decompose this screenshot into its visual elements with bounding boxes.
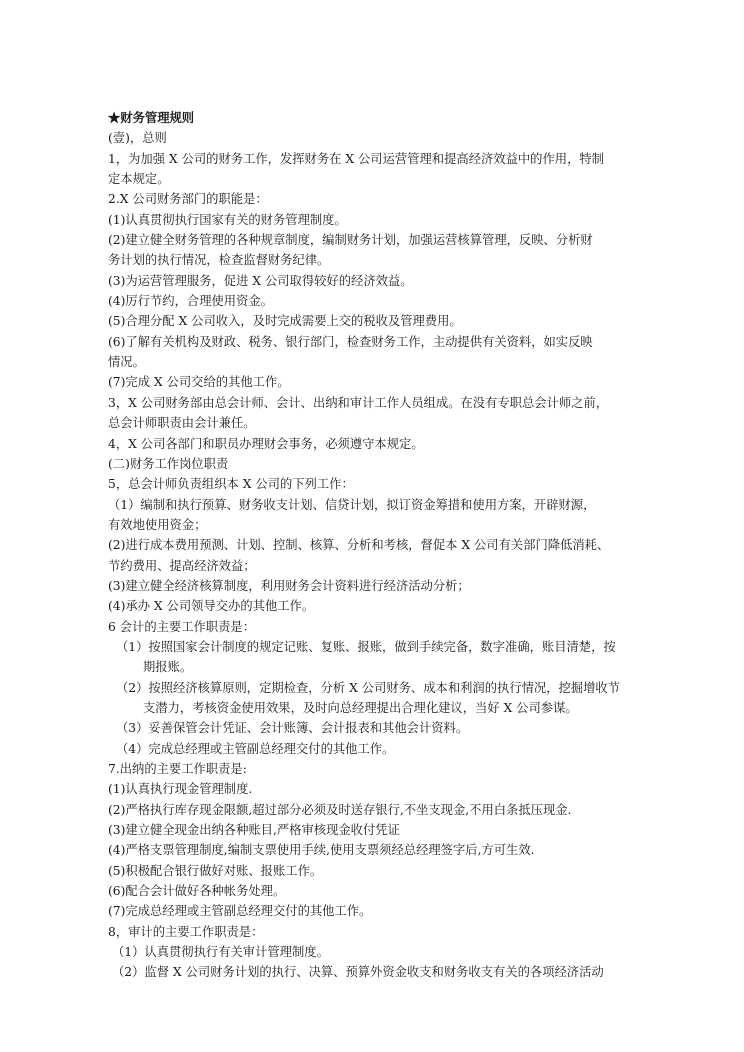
list-item: (2)建立健全财务管理的各种规章制度，编制财务计划，加强运营核算管理，反映、分析财	[108, 233, 593, 248]
list-item: (2)严格执行库存现金限额,超过部分必须及时送存银行,不坐支现金,不用白条抵压现金.	[108, 802, 572, 817]
section-heading: (二)财务工作岗位职责	[108, 456, 229, 471]
list-item: （3）妥善保管会计凭证、会计账簿、会计报表和其他会计资料。	[116, 721, 469, 736]
paragraph-line: 1，为加强 X 公司的财务工作，发挥财务在 X 公司运营管理和提高经济效益中的作用，特制	[108, 151, 604, 166]
list-item: (3)为运营管理服务，促进 X 公司取得较好的经济效益。	[108, 273, 413, 288]
list-item: (7)完成总经理或主管副总经理交付的其他工作。	[108, 904, 372, 919]
list-item: (7)完成 X 公司交给的其他工作。	[108, 375, 290, 390]
list-item: （2）按照经济核算原则，定期检查，分析 X 公司财务、成本和利润的执行情况，挖掘增收节	[116, 680, 620, 695]
list-item: 期报账。	[143, 660, 193, 675]
list-item: 支潜力，考核资金使用效果，及时向总经理提出合理化建议，当好 X 公司参谋。	[143, 700, 578, 715]
list-item: (3)建立健全现金出纳各种账目,严格审核现金收付凭证	[108, 823, 400, 838]
list-item: (1)认真执行现金管理制度.	[108, 782, 253, 797]
list-item: (4)承办 X 公司领导交办的其他工作。	[108, 599, 315, 614]
list-item: (1)认真贯彻执行国家有关的财务管理制度。	[108, 212, 347, 227]
paragraph-line: 2.X 公司财务部门的职能是：	[108, 192, 268, 207]
list-item: （1）认真贯彻执行有关审计管理制度。	[112, 945, 329, 960]
list-item: (5)合理分配 X 公司收入，及时完成需要上交的税收及管理费用。	[108, 314, 462, 329]
paragraph-line: 3，X 公司财务部由总会计师、会计、出纳和审计工作人员组成。在没有专职总会计师之前，	[108, 395, 609, 410]
paragraph-line: 6 会计的主要工作职责是：	[108, 619, 255, 634]
document-title: ★财务管理规则	[108, 110, 195, 125]
list-item: （1）编制和执行预算、财务收支计划、信贷计划，拟订资金筹措和使用方案，开辟财源，	[108, 497, 596, 512]
list-item: (5)积极配合银行做好对账、报账工作。	[108, 863, 323, 878]
list-item: (6)了解有关机构及财政、税务、银行部门，检查财务工作，主动提供有关资料，如实反映	[108, 334, 593, 349]
paragraph-line: 5，总会计师负责组织本 X 公司的下列工作：	[108, 477, 354, 492]
list-item: 有效地使用资金；	[108, 517, 207, 532]
section-heading: (壹)，总则	[108, 131, 167, 146]
list-item: 务计划的执行情况，检查监督财务纪律。	[108, 253, 330, 268]
list-item: (3)建立健全经济核算制度，利用财务会计资料进行经济活动分析；	[108, 578, 470, 593]
list-item: （1）按照国家会计制度的规定记账、复账、报账，做到手续完备，数字准确，账目清楚，按	[116, 639, 616, 654]
list-item: (4)严格支票管理制度,编制支票使用手续,使用支票须经总经理签字后,方可生效.	[108, 843, 535, 858]
list-item: (6)配合会计做好各种帐务处理。	[108, 884, 286, 899]
paragraph-line: 7.出纳的主要工作职责是:	[108, 762, 247, 776]
list-item: 节约费用、提高经济效益；	[108, 558, 256, 573]
list-item: （2）监督 X 公司财务计划的执行、决算、预算外资金收支和财务收支有关的各项经济活动	[112, 965, 604, 980]
paragraph-line: 定本规定。	[108, 172, 170, 187]
paragraph-line: 8，审计的主要工作职责是：	[108, 924, 264, 939]
list-item: （4）完成总经理或主管副总经理交付的其他工作。	[116, 741, 395, 756]
paragraph-line: 4，X 公司各部门和职员办理财会事务，必须遵守本规定。	[108, 436, 424, 451]
list-item: 情况。	[108, 355, 145, 370]
list-item: (4)厉行节约，合理使用资金。	[108, 294, 273, 309]
document-page	[108, 108, 644, 983]
list-item: (2)进行成本费用预测、计划、控制、核算、分析和考核，督促本 X 公司有关部门降低消耗、	[108, 538, 610, 553]
paragraph-line: 总会计师职责由会计兼任。	[108, 416, 256, 431]
